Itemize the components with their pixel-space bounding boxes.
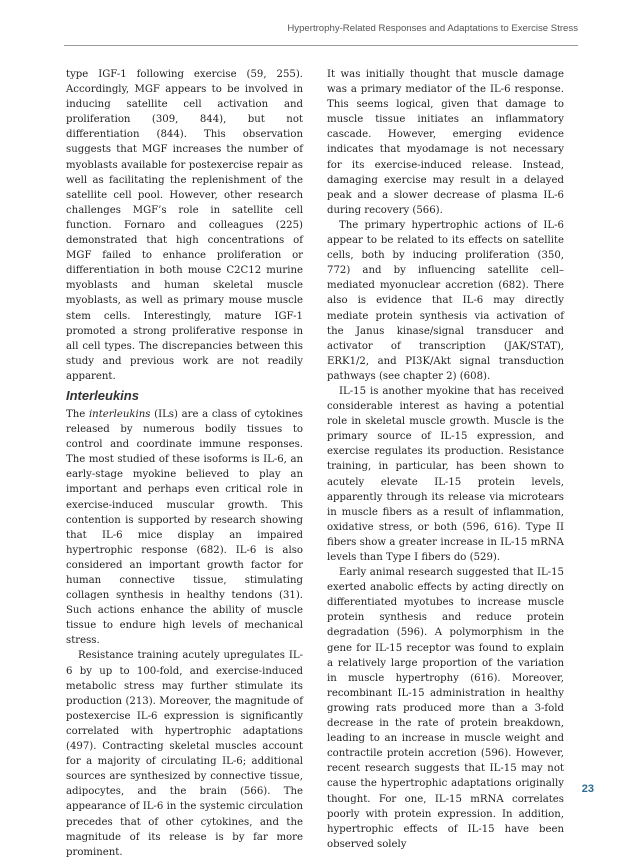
header-rule bbox=[64, 45, 578, 46]
paragraph: Resistance training acutely upregulates IL-6 by up to 100-fold, and exercise-induced metabolic stress may further stimulate its production (213). Moreover, the magnitude of postexercise IL-6 expression is significantly correlated with hypertrophic adaptations (497). Contracting skeletal muscles account for a majority of circulating IL-6; additional sources are synthesized by connective tissue, adipocytes, and the brain (566). The appearance of IL-6 in the systemic circulation precedes that of other cytokines, and the magnitude of its release is by far more prominent. bbox=[66, 650, 303, 858]
paragraph: Early animal research suggested that IL-15 exerted anabolic effects by acting directly on differentiated myotubes to increase muscle protein synthesis and reduce protein degradation (596). A polymorphism in the gene for IL-15 receptor was found to explain a relatively large proportion of the variation in muscle hypertrophy (616). Moreover, recombinant IL-15 administration in healthy growing rats produced more than a 3-fold decrease in the rate of protein breakdown, leading to an increase in muscle weight and contractile protein accretion (596). However, recent research suggests that IL-15 may not cause the hypertrophic adaptations originally thought. For one, IL-15 mRNA correlates poorly with protein expression. In addition, hypertrophic effects of IL-15 have been observed solely bbox=[327, 567, 564, 850]
text-run: (ILs) are a class of cytokines released by numerous bodily tissues to control and coordinate immune responses. The most studied of these isoforms is IL-6, an early-stage myokine believed to play an important and perhaps even critical role in exercise-induced muscular growth. This contention is supported by research showing that IL-6 mice display an impaired hypertrophic response (682). IL-6 is also considered an important growth factor for human connective tissue, stimulating collagen synthesis in healthy tendons (31). Such actions enhance the ability of muscle tissue to endure high levels of mechanical stress. bbox=[66, 408, 303, 647]
page-number: 23 bbox=[581, 783, 594, 795]
running-head: Hypertrophy-Related Responses and Adaptations to Exercise Stress bbox=[287, 23, 578, 34]
paragraph: type IGF-1 following exercise (59, 255). Accordingly, MGF appears to be involved in inducing satellite cell activation and proliferation (309, 844), but not differentiation (844). This observation suggests that MGF increases the number of myoblasts available for postexercise repair as well as facilitating the replenishment of the satellite cell pool. However, other research challenges MGF’s role in satellite cell function. Fornaro and colleagues (225) demonstrated that high concentrations of MGF failed to enhance proliferation or differentiation in both mouse C2C12 murine myoblasts and human skeletal muscle myoblasts, as well as primary mouse muscle stem cells. Interestingly, mature IGF-1 promoted a strong proliferative response in all cell types. The discrepancies between this study and previous work are not readily apparent. bbox=[66, 69, 303, 382]
text-run: The bbox=[66, 408, 89, 420]
right-column bbox=[327, 67, 564, 852]
paragraph bbox=[66, 407, 303, 649]
paragraph: IL-15 is another myokine that has received considerable interest as having a potential role in skeletal muscle growth. Muscle is the primary source of IL-15 expression, and exercise regulates its production. Resistance training, in particular, has been shown to acutely elevate IL-15 protein levels, apparently through its release via microtears in muscle fibers as a result of inflammation, oxidative stress, or both (596, 616). Type II fibers show a greater increase in IL-15 mRNA levels than Type I fibers do (529). bbox=[327, 385, 564, 563]
defined-term: interleukins bbox=[88, 408, 151, 420]
left-column bbox=[66, 67, 303, 860]
section-heading: Interleukins bbox=[66, 387, 139, 403]
paragraph: It was initially thought that muscle damage was a primary mediator of the IL-6 response. This seems logical, given that damage to muscle tissue initiates an inflammatory cascade. However, emerging evidence indicates that myodamage is not necessary for its exercise-induced release. Instead, damaging exercise may result in a delayed peak and a slower decrease of plasma IL-6 during recovery (566). bbox=[327, 69, 564, 216]
paragraph: The primary hypertrophic actions of IL-6 appear to be related to its effects on satellite cells, both by inducing proliferation (350, 772) and by influencing satellite cell–mediated myonuclear accretion (682). There also is evidence that IL-6 may directly mediate protein synthesis via activation of the Janus kinase/signal transducer and activator of transcription (JAK/STAT), ERK1/2, and PI3K/Akt signal transduction pathways (see chapter 2) (608). bbox=[327, 219, 564, 382]
